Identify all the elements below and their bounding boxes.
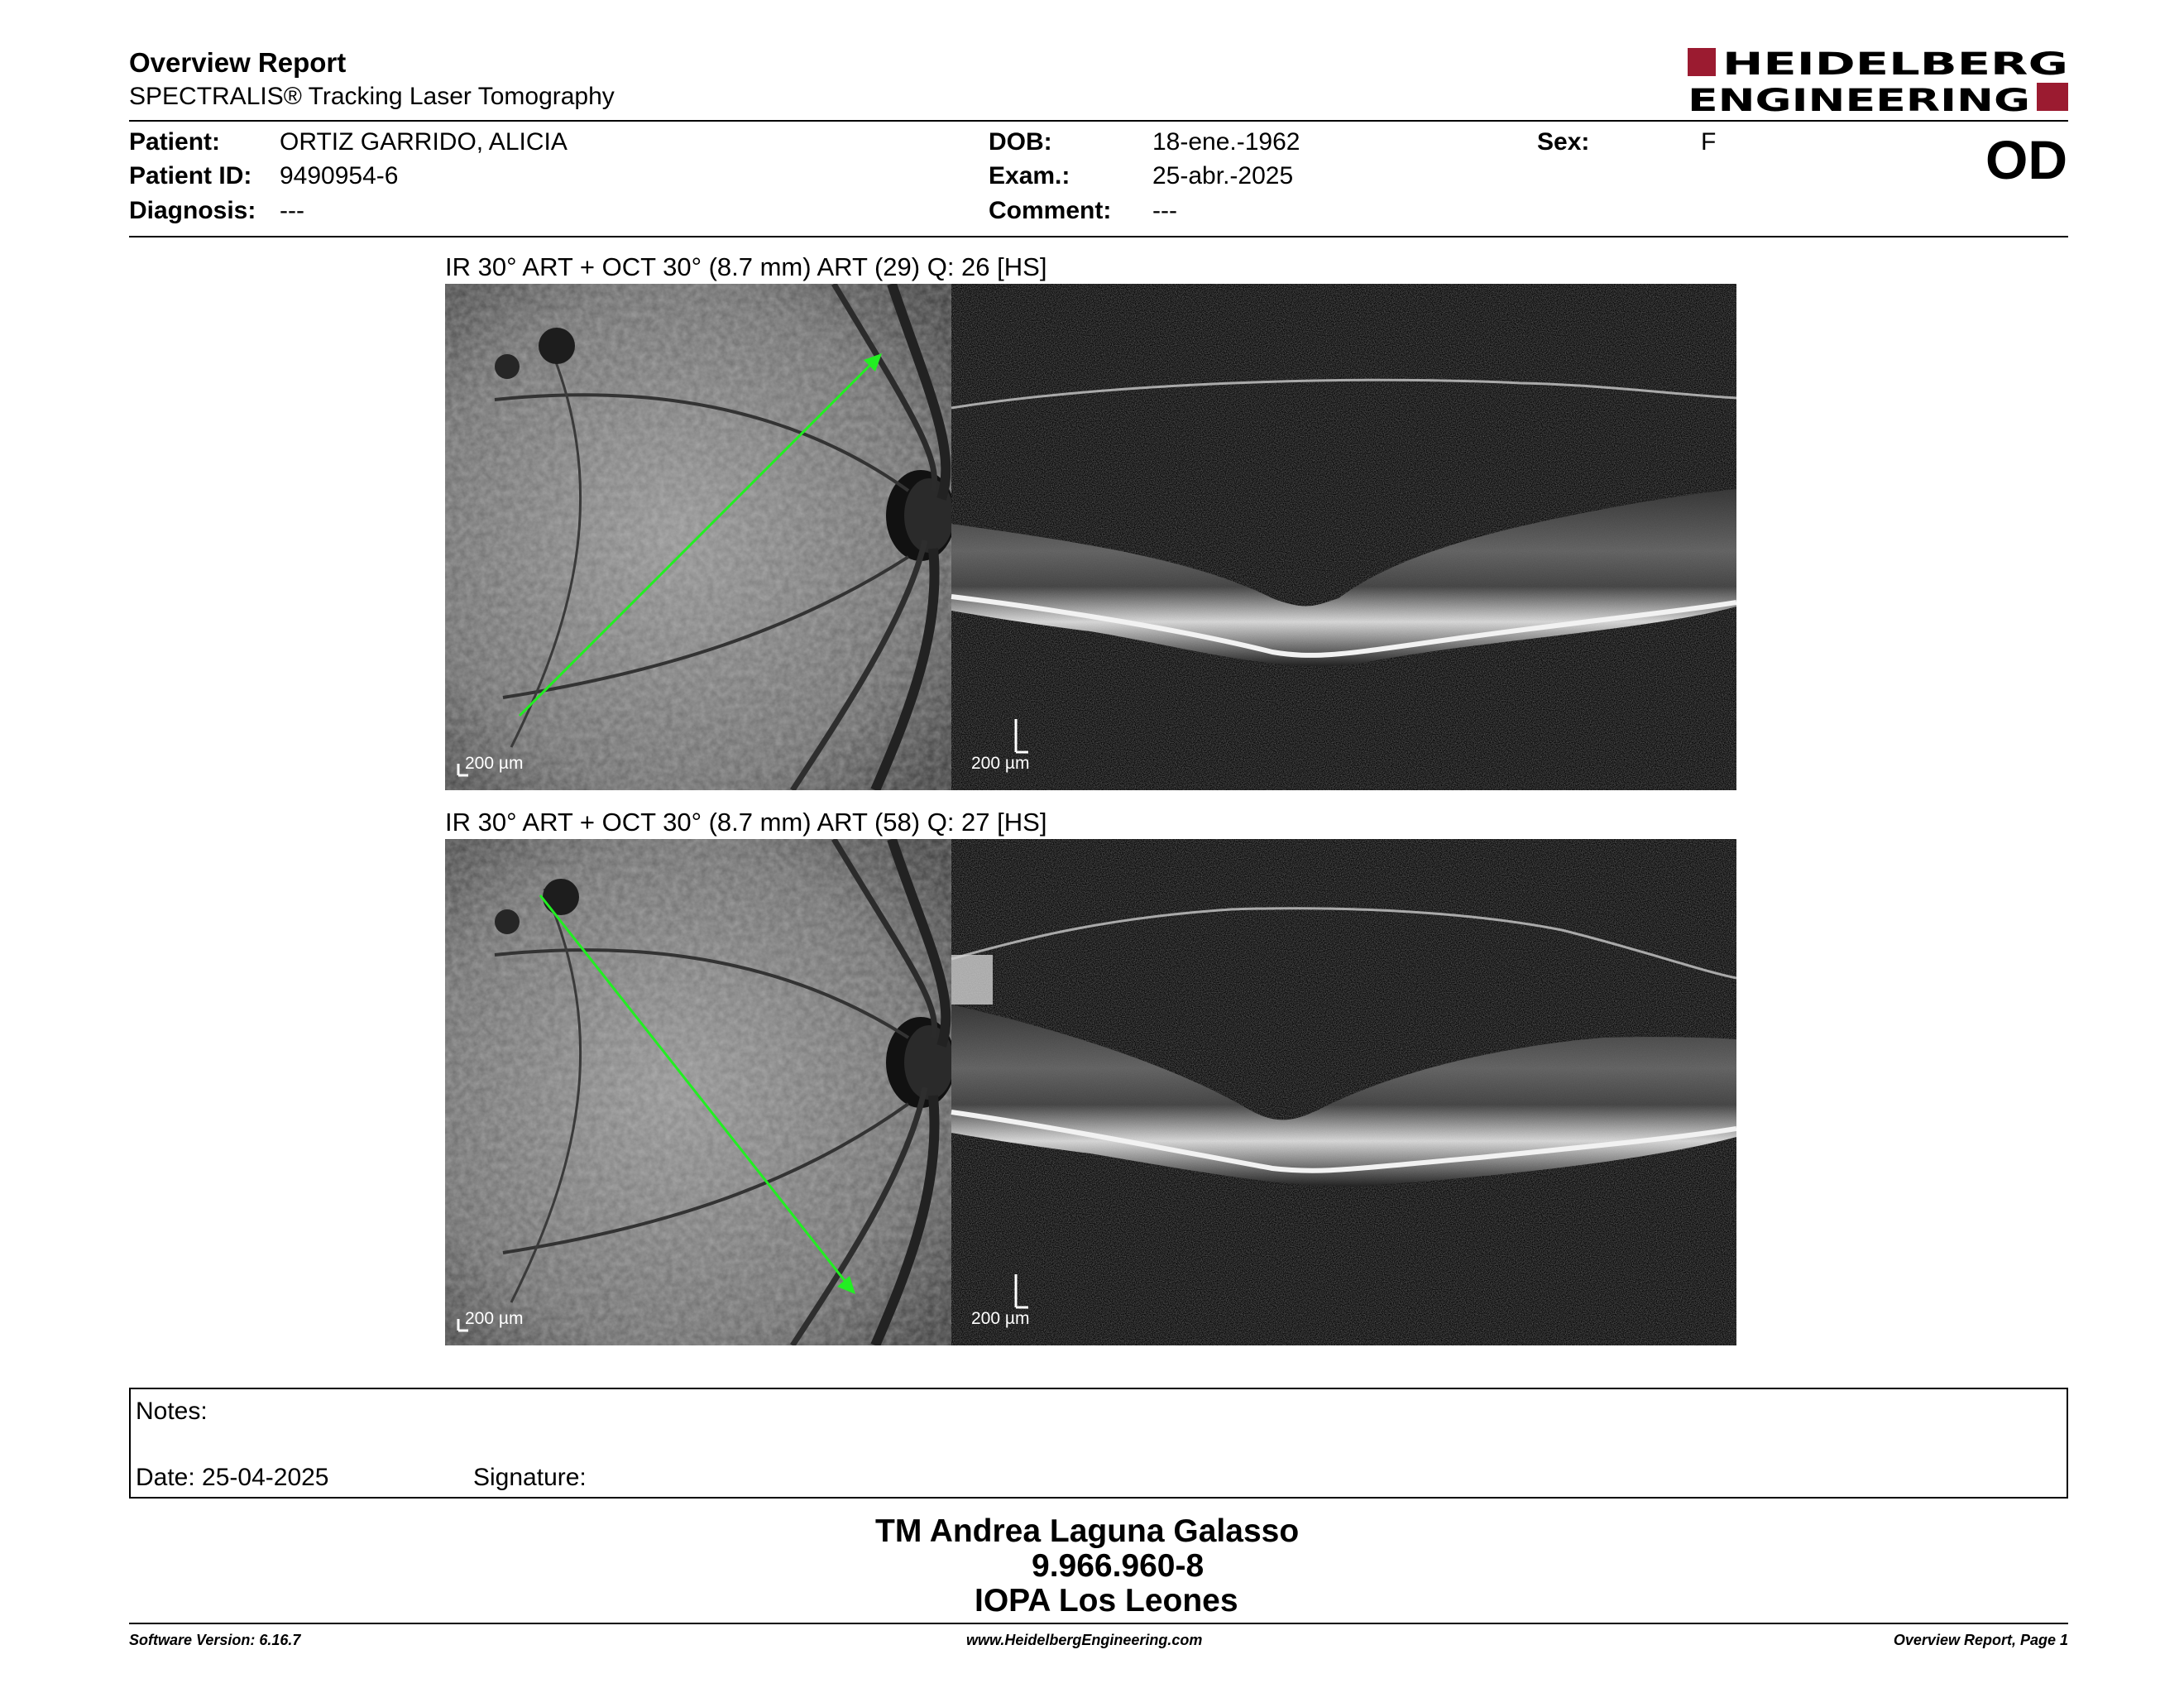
oct-bscan-image [951, 839, 1736, 1345]
oct-scale-bar-label: 200 µm [971, 754, 1030, 773]
exam-value: 25-abr.-2025 [1152, 162, 1294, 189]
scan-title: IR 30° ART + OCT 30° (8.7 mm) ART (29) Q: 26 [HS] [445, 252, 1047, 281]
comment-label: Comment: [989, 197, 1112, 224]
diagnosis-value: --- [280, 197, 304, 224]
website-link[interactable]: www.HeidelbergEngineering.com [966, 1632, 1203, 1648]
diagnosis-label: Diagnosis: [129, 197, 256, 224]
report-title: Overview Report [129, 47, 347, 78]
stamp-rut: 9.966.960-8 [1032, 1548, 1205, 1584]
date-text: Date: 25-04-2025 [136, 1464, 329, 1491]
patient-rule [129, 236, 2068, 237]
patient-id-label: Patient ID: [129, 162, 252, 189]
page-number: Overview Report, Page 1 [1893, 1632, 2068, 1648]
dob-label: DOB: [989, 128, 1052, 156]
sex-value: F [1701, 128, 1717, 156]
notes-label: Notes: [136, 1398, 208, 1425]
dob-value: 18-ene.-1962 [1152, 128, 1300, 156]
comment-value: --- [1152, 197, 1177, 224]
header-rule [129, 120, 2068, 122]
eye-label: OD [1985, 129, 2067, 190]
report-subtitle: SPECTRALIS® Tracking Laser Tomography [129, 83, 615, 110]
ir-fundus-image [445, 839, 956, 1345]
patient-name-label: Patient: [129, 128, 221, 156]
logo-line1: HEIDELBERG [1722, 46, 2068, 82]
oct-bscan-image [951, 284, 1736, 790]
scan-panel [445, 839, 1736, 1345]
software-version: Software Version: 6.16.7 [129, 1632, 301, 1648]
exam-label: Exam.: [989, 162, 1070, 189]
footer-rule [129, 1623, 2068, 1624]
stamp-name: TM Andrea Laguna Galasso [875, 1513, 1300, 1549]
ir-scale-bar-label: 200 µm [465, 1309, 524, 1328]
oct-scale-bar-label: 200 µm [971, 1309, 1030, 1328]
ir-fundus-image [445, 284, 956, 790]
notes-box [129, 1388, 2068, 1499]
sex-label: Sex: [1537, 128, 1590, 156]
scan-title: IR 30° ART + OCT 30° (8.7 mm) ART (58) Q: 27 [HS] [445, 808, 1047, 837]
logo-line2: ENGINEERING [1688, 83, 2030, 114]
heidelberg-logo [1688, 45, 2068, 114]
signature-label: Signature: [473, 1464, 587, 1491]
patient-id: 9490954-6 [280, 162, 399, 189]
patient-name: ORTIZ GARRIDO, ALICIA [280, 128, 568, 156]
ir-scale-bar-label: 200 µm [465, 754, 524, 773]
stamp-institution: IOPA Los Leones [975, 1583, 1238, 1618]
scan-panel [445, 284, 1736, 790]
